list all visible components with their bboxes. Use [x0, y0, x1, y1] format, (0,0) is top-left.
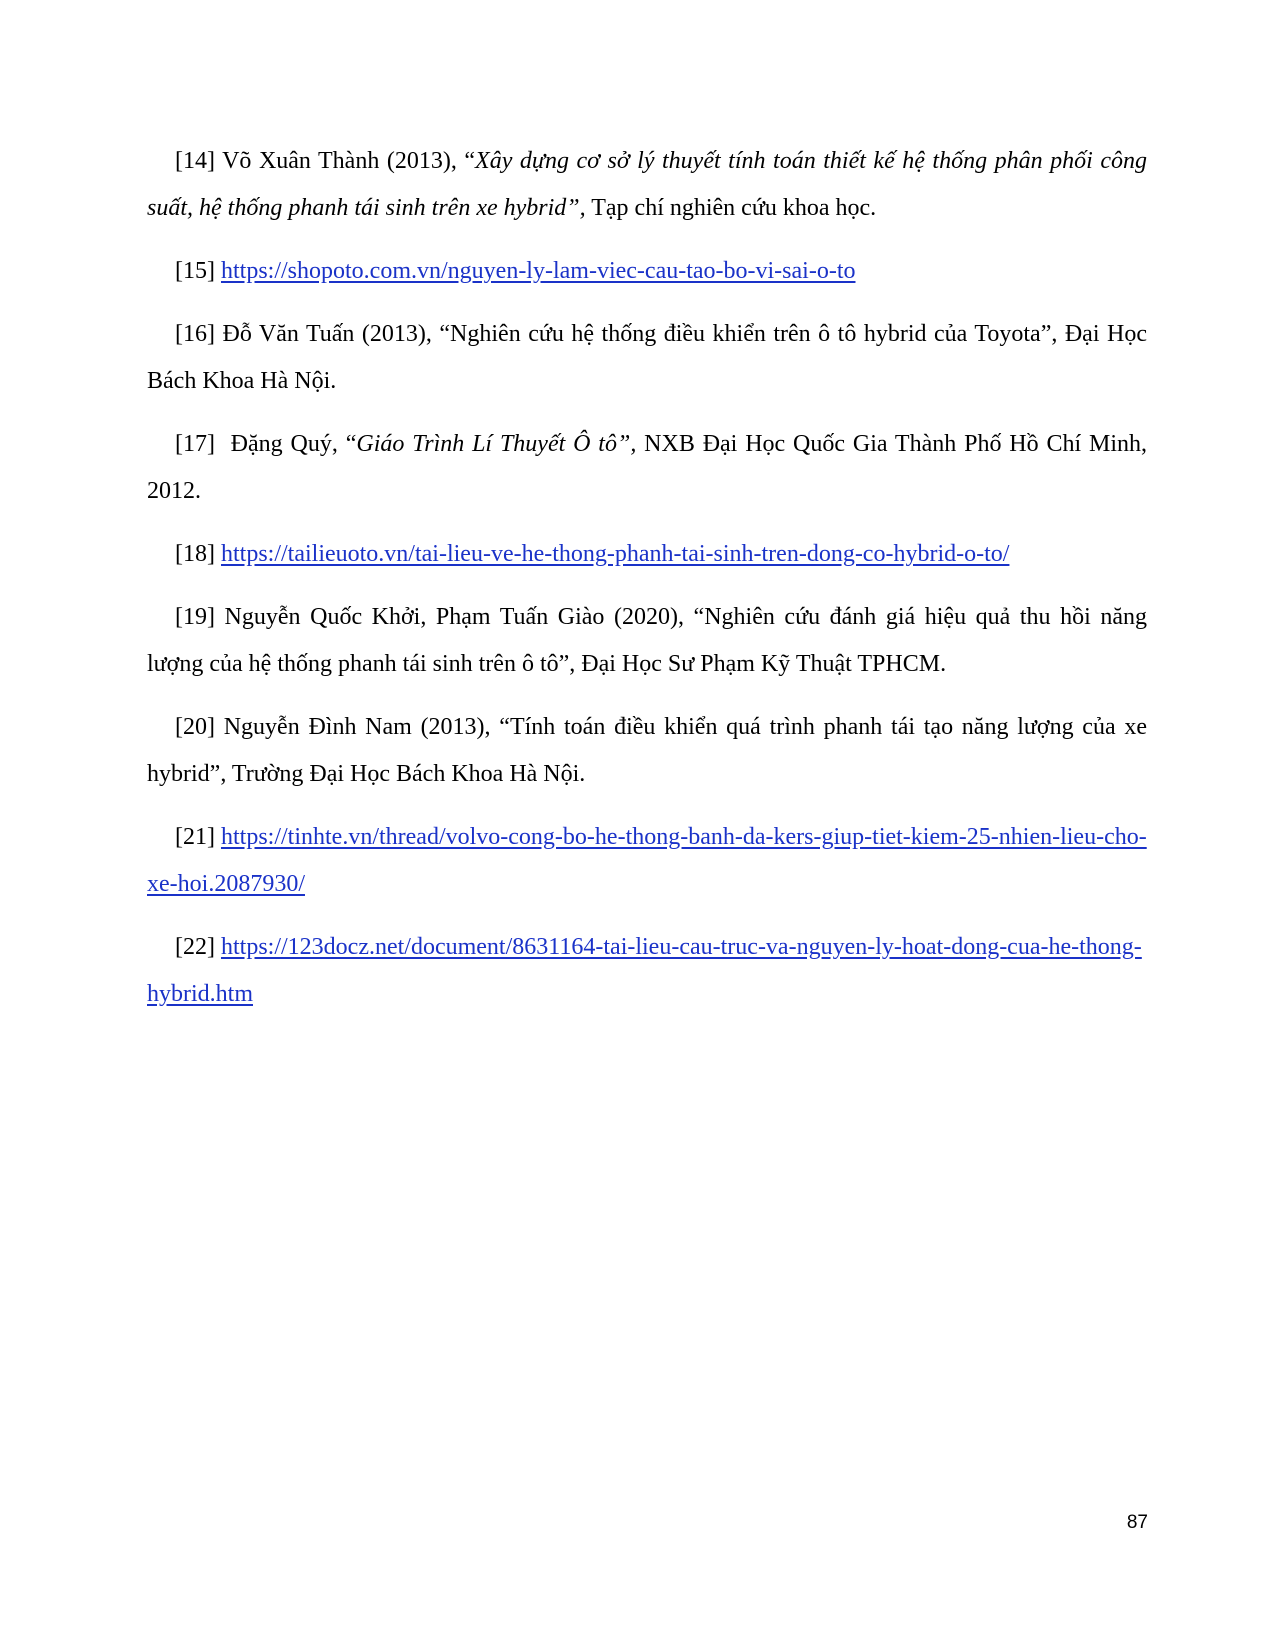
- reference-17: [147, 421, 1147, 515]
- reference-15: [147, 248, 1147, 295]
- reference-22: [147, 924, 1147, 1018]
- reference-title: Xây dựng cơ sở lý thuyết tính toán thiết kế hệ thống phân phối công suất, hệ thống phanh tái sinh trên xe hybrid”,: [147, 148, 1148, 221]
- reference-text: Nguyễn Quốc Khởi, Phạm Tuấn Giào (2020), “Nghiên cứu đánh giá hiệu quả thu hồi năng lượng của hệ thống phanh tái sinh trên ô tô”, Đại Học Sư Phạm Kỹ Thuật TPHCM.: [147, 604, 1147, 677]
- reference-link[interactable]: https://tinhte.vn/thread/volvo-cong-bo-he-thong-banh-da-kers-giup-tiet-kiem-25-nhien-lieu-cho-xe-hoi.2087930/: [147, 824, 1147, 897]
- reference-author: Đặng Quý, “: [214, 431, 357, 457]
- reference-author: Võ Xuân Thành (2013), “: [214, 148, 476, 174]
- page-number: 87: [1126, 1512, 1148, 1533]
- reference-number: [20]: [175, 714, 215, 740]
- reference-number: [18]: [175, 541, 215, 567]
- reference-number: [15]: [175, 258, 215, 284]
- reference-21: [147, 814, 1147, 908]
- reference-source: Tạp chí nghiên cứu khoa học.: [585, 195, 877, 221]
- reference-number: [14]: [175, 148, 215, 174]
- reference-number: [22]: [175, 934, 215, 960]
- reference-14: [147, 138, 1147, 232]
- reference-number: [19]: [175, 604, 215, 630]
- reference-link[interactable]: https://123docz.net/document/8631164-tai-lieu-cau-truc-va-nguyen-ly-hoat-dong-cua-he-thong-hybrid.htm: [147, 934, 1142, 1007]
- reference-number: [16]: [175, 321, 215, 347]
- reference-20: [147, 704, 1147, 798]
- reference-link[interactable]: https://tailieuoto.vn/tai-lieu-ve-he-thong-phanh-tai-sinh-tren-dong-co-hybrid-o-to/: [220, 541, 1010, 567]
- reference-number: [17]: [175, 431, 215, 457]
- reference-text: Nguyễn Đình Nam (2013), “Tính toán điều khiển quá trình phanh tái tạo năng lượng của xe hybrid”, Trường Đại Học Bách Khoa Hà Nội.: [147, 714, 1147, 787]
- reference-18: [147, 531, 1147, 578]
- reference-link[interactable]: https://shopoto.com.vn/nguyen-ly-lam-viec-cau-tao-bo-vi-sai-o-to: [220, 258, 856, 284]
- reference-list: [147, 138, 1147, 1034]
- reference-text: Đỗ Văn Tuấn (2013), “Nghiên cứu hệ thống điều khiển trên ô tô hybrid của Toyota”, Đại Học Bách Khoa Hà Nội.: [147, 321, 1147, 394]
- reference-19: [147, 594, 1147, 688]
- reference-number: [21]: [175, 824, 215, 850]
- reference-16: [147, 311, 1147, 405]
- reference-source: NXB Đại Học Quốc Gia Thành Phố Hồ Chí Minh, 2012.: [147, 431, 1148, 504]
- reference-title: Giáo Trình Lí Thuyết Ô tô”,: [356, 431, 637, 457]
